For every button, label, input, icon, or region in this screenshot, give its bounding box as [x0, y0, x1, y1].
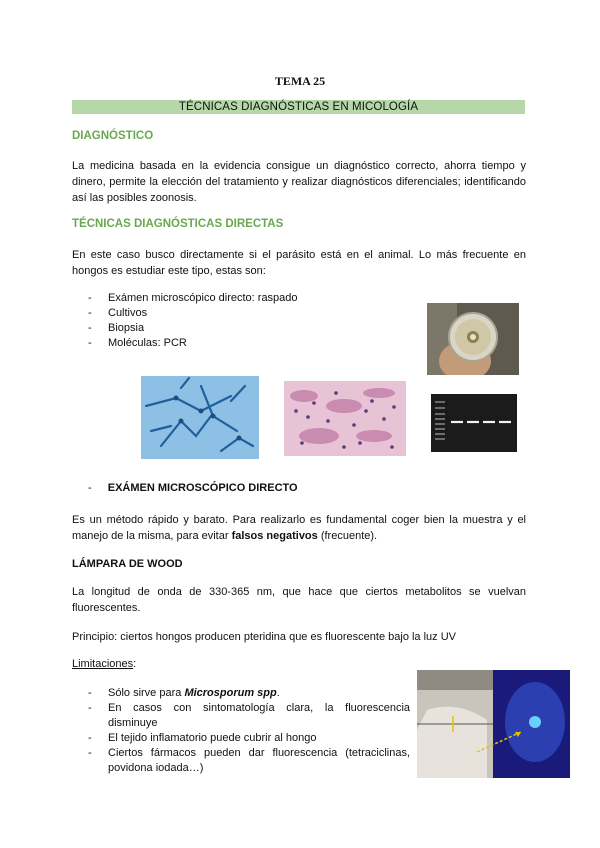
list-item: - Sólo sirve para Microsporum spp. [88, 687, 280, 699]
list-item: - Biopsia [88, 322, 145, 334]
list-item: - En casos con sintomatología clara, la fluorescencia disminuye [88, 702, 410, 729]
heading-lampara-wood: LÁMPARA DE WOOD [72, 558, 183, 570]
paragraph-principio: Principio: ciertos hongos producen pteridina que es fluorescente bajo la luz UV [72, 631, 457, 643]
paragraph-examen: Es un método rápido y barato. Para realizarlo es fundamental coger bien la muestra y el manejo de la misma, para evitar falsos negativos (frecuente). [72, 514, 526, 542]
title-bar [72, 100, 525, 114]
culture-plate-photo [427, 303, 519, 375]
list-limitaciones [88, 686, 410, 776]
wood-lamp-photo [417, 670, 570, 778]
heading-examen: EXÁMEN MICROSCÓPICO DIRECTO [107, 482, 298, 494]
list-item: - Cultivos [88, 307, 148, 319]
paragraph-tecnicas-directas: En este caso busco directamente si el parásito está en el animal. Lo más frecuente en hongos es estudiar este tipo, estas son: [72, 249, 526, 277]
paragraph-wood: La longitud de onda de 330-365 nm, que hace que ciertos metabolitos se vuelvan fluorescentes. [72, 586, 526, 614]
limitaciones-label: Limitaciones: [72, 658, 137, 670]
heading-diagnostico: DIAGNÓSTICO [72, 130, 154, 142]
page-title: TÉCNICAS DIAGNÓSTICAS EN MICOLOGÍA [178, 101, 419, 113]
heading-examen-item: - EXÁMEN MICROSCÓPICO DIRECTO [88, 482, 298, 494]
list-item: - El tejido inflamatorio puede cubrir al hongo [88, 732, 317, 744]
heading-tecnicas-directas: TÉCNICAS DIAGNÓSTICAS DIRECTAS [72, 218, 284, 230]
paragraph-diagnostico: La medicina basada en la evidencia consigue un diagnóstico correcto, ahorra tiempo y dinero, permite la elección del tratamiento y realizar diagnósticos diferenciales; identificando así las posibles zoonosis. [72, 160, 526, 204]
pcr-gel-photo [431, 394, 517, 452]
list-item: - Moléculas: PCR [88, 337, 187, 349]
list-item: - Ciertos fármacos pueden dar fluorescencia (tetraciclinas, povidona iodada…) [88, 747, 410, 774]
hyphae-micrograph [141, 376, 259, 459]
biopsy-histology [284, 381, 406, 456]
falsos-negativos-bold: falsos negativos [231, 530, 318, 542]
list-item: - Exámen microscópico directo: raspado [88, 292, 298, 304]
list-tecnicas [88, 291, 418, 351]
topic-number: TEMA 25 [274, 74, 326, 88]
